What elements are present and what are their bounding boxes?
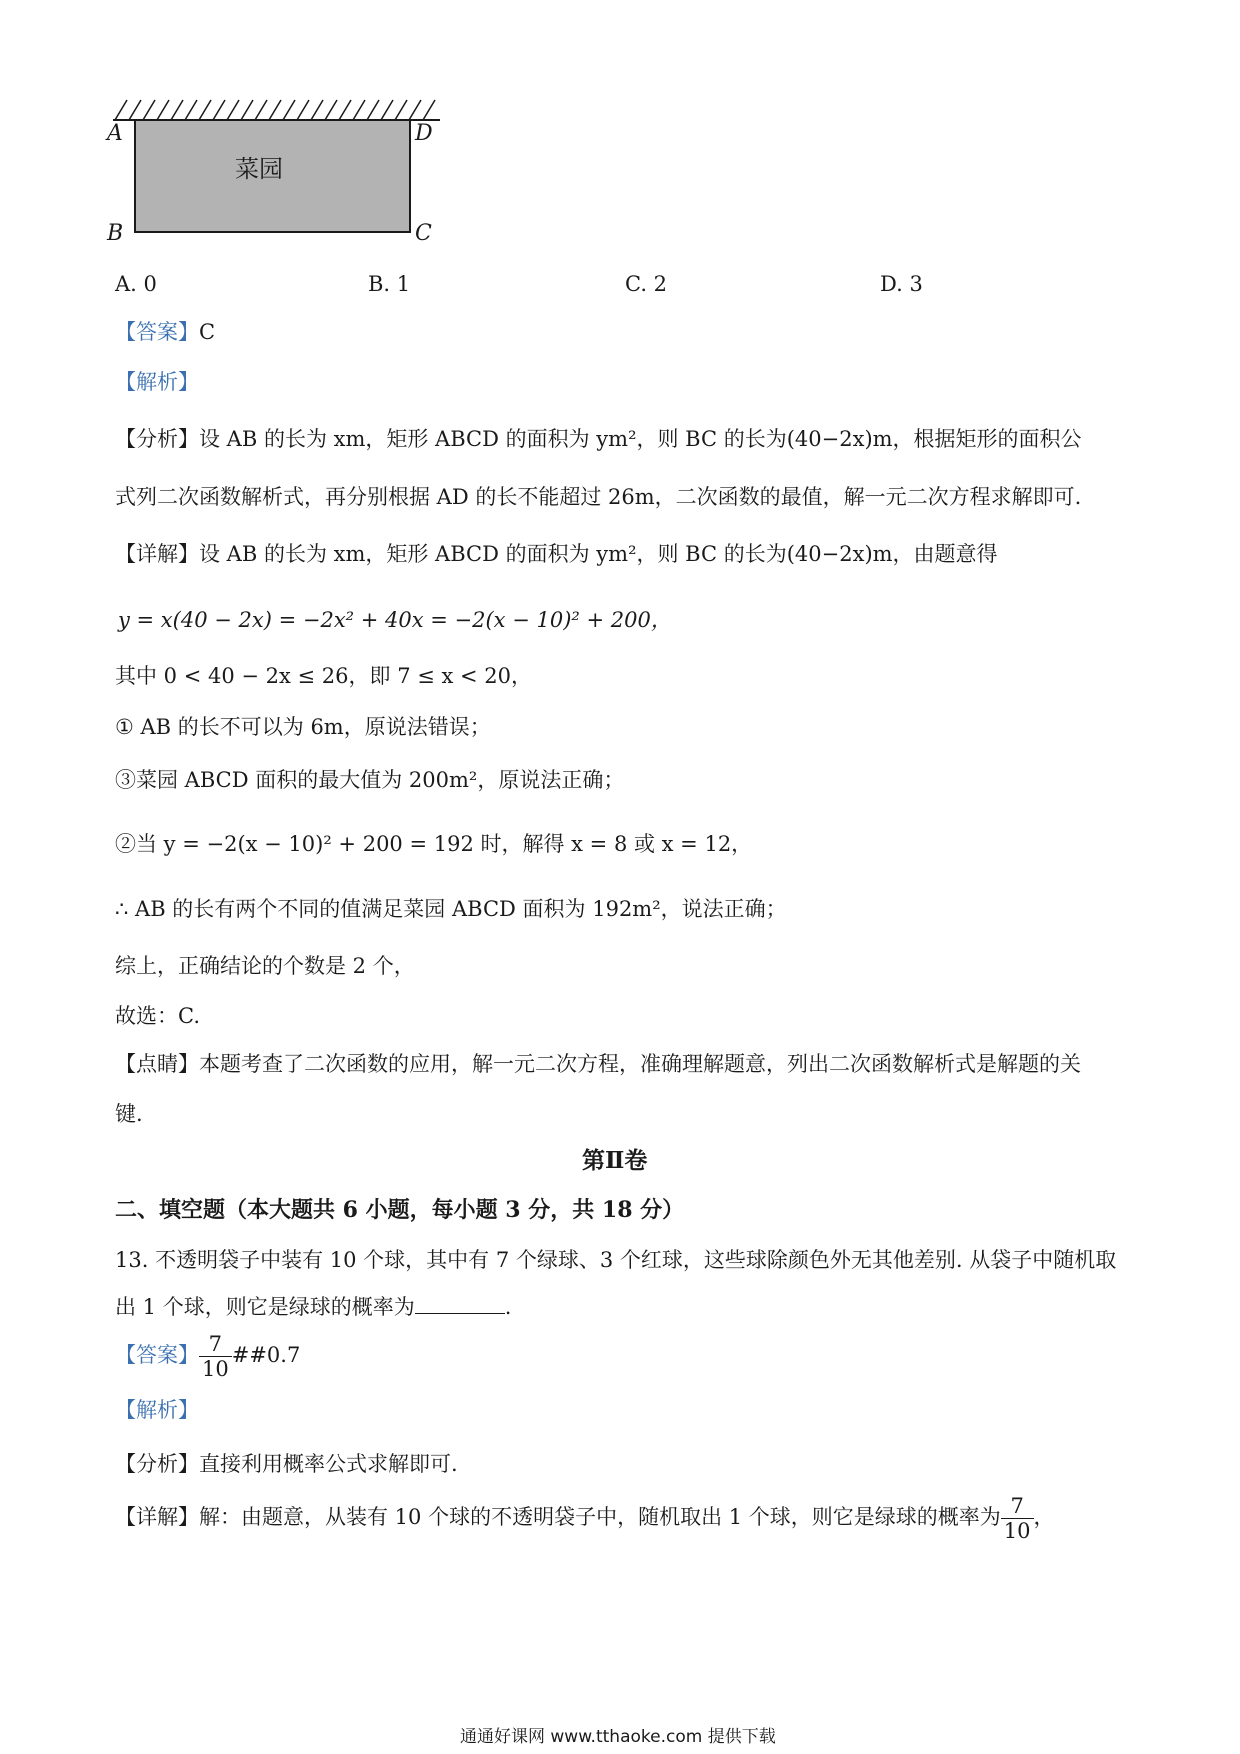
option-d: D. 3 bbox=[880, 272, 923, 296]
q13-answer-alt: ##0.7 bbox=[231, 1343, 301, 1367]
label-c: C bbox=[415, 221, 432, 246]
fraction-numerator: 7 bbox=[199, 1332, 232, 1357]
item-1: ① AB 的长不可以为 6m，原说法错误； bbox=[115, 715, 491, 739]
option-b: B. 1 bbox=[368, 272, 411, 296]
q13-fenxi: 【分析】直接利用概率公式求解即可. bbox=[115, 1452, 458, 1476]
xiangjie-line-1: 【详解】设 AB 的长为 xm，矩形 ABCD 的面积为 ym²，则 BC 的长为(40−2x)m，由题意得 bbox=[115, 542, 998, 566]
q13-answer-line bbox=[115, 1328, 300, 1382]
option-c: C. 2 bbox=[625, 272, 668, 296]
answer-blank bbox=[415, 1293, 505, 1314]
label-b: B bbox=[107, 221, 124, 246]
q13-answer-tag: 【答案】 bbox=[115, 1343, 199, 1367]
label-a: A bbox=[107, 121, 123, 146]
answer-line bbox=[115, 318, 215, 346]
garden-figure bbox=[105, 95, 445, 255]
label-d: D bbox=[415, 121, 433, 146]
volume-title: 第Ⅱ卷 bbox=[582, 1147, 648, 1174]
q13-stem-text: 出 1 个球，则它是绿球的概率为 bbox=[115, 1295, 415, 1319]
garden-label: 菜园 bbox=[235, 155, 283, 183]
q13-xiangjie-fraction bbox=[1001, 1494, 1034, 1543]
section-heading: 二、填空题（本大题共 6 小题，每小题 3 分，共 18 分） bbox=[115, 1197, 685, 1223]
equation-1: y = x(40 − 2x) = −2x² + 40x = −2(x − 10)² + 200， bbox=[118, 608, 672, 632]
answer-value: C bbox=[199, 320, 216, 344]
choice-line: 故选：C. bbox=[115, 1004, 200, 1028]
fenxi-line-2: 式列二次函数解析式，再分别根据 AD 的长不能超过 26m，二次函数的最值，解一元二次方程求解即可. bbox=[115, 485, 1082, 509]
q13-xiangjie-text: 【详解】解：由题意，从装有 10 个球的不透明袋子中，随机取出 1 个球，则它是绿球的概率为 bbox=[115, 1505, 1001, 1529]
dianjing-line-1: 【点睛】本题考查了二次函数的应用，解一元二次方程，准确理解题意，列出二次函数解析式是解题的关 bbox=[115, 1052, 1081, 1076]
dianjing-line-2: 键. bbox=[115, 1102, 143, 1126]
summary-line: 综上，正确结论的个数是 2 个， bbox=[115, 954, 415, 978]
item-2: ②当 y = −2(x − 10)² + 200 = 192 时，解得 x = 8 或 x = 12， bbox=[115, 832, 753, 856]
q13-jiexi-tag: 【解析】 bbox=[115, 1398, 199, 1422]
q13-stem-line-1: 13. 不透明袋子中装有 10 个球，其中有 7 个绿球、3 个红球，这些球除颜色外无其他差别. 从袋子中随机取 bbox=[115, 1248, 1117, 1272]
fraction-denominator: 10 bbox=[202, 1357, 229, 1381]
option-a: A. 0 bbox=[115, 272, 157, 296]
xiangjie-denominator: 10 bbox=[1003, 1519, 1031, 1543]
footer-text: 通通好课网 www.tthaoke.com 提供下载 bbox=[460, 1727, 776, 1747]
answer-tag: 【答案】 bbox=[115, 320, 199, 344]
q13-stem-end: . bbox=[504, 1295, 512, 1319]
q13-answer-fraction bbox=[199, 1332, 232, 1381]
xiangjie-numerator: 7 bbox=[1001, 1494, 1034, 1519]
q13-stem-line-2 bbox=[115, 1293, 511, 1321]
q13-xiangjie-end: ， bbox=[1033, 1505, 1055, 1529]
fenxi-line-1: 【分析】设 AB 的长为 xm，矩形 ABCD 的面积为 ym²，则 BC 的长为(40−2x)m，根据矩形的面积公 bbox=[115, 427, 1082, 451]
q13-xiangjie bbox=[115, 1490, 1055, 1544]
item-3: ③菜园 ABCD 面积的最大值为 200m²，原说法正确； bbox=[115, 768, 625, 792]
jiexi-tag: 【解析】 bbox=[115, 370, 199, 394]
therefore-line: ∴ AB 的长有两个不同的值满足菜园 ABCD 面积为 192m²，说法正确； bbox=[115, 897, 787, 921]
equation-2: 其中 0 < 40 − 2x ≤ 26，即 7 ≤ x < 20， bbox=[115, 664, 533, 688]
